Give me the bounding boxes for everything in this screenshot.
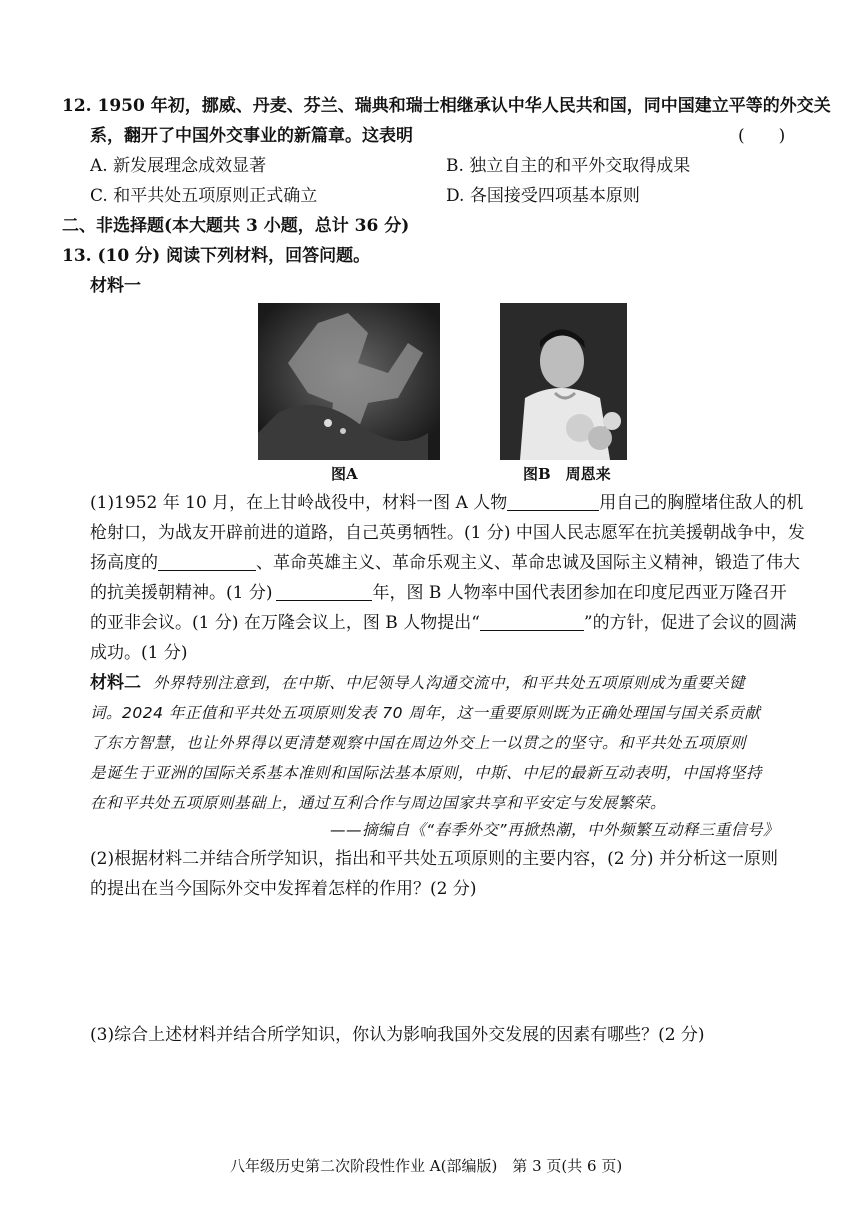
q13-1-line4-text-b: 年，图 B 人物率中国代表团参加在印度尼西亚万隆召开 — [372, 583, 787, 603]
q12-stem-line1: 12. 1950 年初，挪威、丹麦、芬兰、瑞典和瑞士相继承认中华人民共和国，同中国建立平等的外交关 — [62, 96, 831, 116]
q13-1-line4 — [90, 583, 787, 603]
q13-1-line5-text-b: ”的方针，促进了会议的圆满 — [583, 613, 797, 633]
material2-text-1: 外界特别注意到，在中斯、中尼领导人沟通交流中，和平共处五项原则成为重要关键 — [153, 674, 746, 692]
material1-label: 材料一 — [90, 276, 141, 296]
q13-2-line1: (2)根据材料二并结合所学知识，指出和平共处五项原则的主要内容，(2 分) 并分析这一原则 — [90, 849, 778, 869]
q13-1-line4-text-a: 的抗美援朝精神。(1 分) — [90, 583, 273, 603]
q13-1-line1-text-b: 用自己的胸膛堵住敌人的机 — [599, 493, 804, 513]
section-heading: 二、非选择题(本大题共 3 小题，总计 36 分) — [62, 216, 410, 236]
material2-line2: 词。2024 年正值和平共处五项原则发表 70 周年，这一重要原则既为正确处理国与国关系贡献 — [90, 704, 761, 722]
q13-1-line2: 枪射口，为战友开辟前进的道路，自己英勇牺牲。(1 分) 中国人民志愿军在抗美援朝战争中，发 — [90, 523, 805, 543]
material2-line4: 是诞生于亚洲的国际关系基本准则和国际法基本原则，中斯、中尼的最新互动表明，中国将坚持 — [90, 764, 763, 782]
figure-a-caption: 图A — [331, 465, 358, 483]
material2-line1 — [90, 673, 745, 693]
q12-option-b: B. 独立自主的和平外交取得成果 — [446, 156, 691, 176]
figure-a-photo — [258, 303, 440, 460]
figure-b-photo — [500, 303, 627, 460]
q13-1-line6: 成功。(1 分) — [90, 643, 188, 663]
q13-2-line2: 的提出在当今国际外交中发挥着怎样的作用？(2 分) — [90, 879, 477, 899]
answer-blank-3[interactable] — [276, 584, 372, 601]
material2-label: 材料二 — [90, 673, 141, 693]
q12-stem-line2: 系，翻开了中国外交事业的新篇章。这表明 — [90, 126, 413, 146]
q13-1-line3-text-b: 、革命英雄主义、革命乐观主义、革命忠诚及国际主义精神，锻造了伟大 — [256, 553, 800, 573]
answer-blank-2[interactable] — [158, 554, 256, 571]
q13-1-line3 — [90, 553, 800, 573]
answer-blank-4[interactable] — [480, 614, 584, 631]
page-footer: 八年级历史第二次阶段性作业 A(部编版) 第 3 页(共 6 页) — [230, 1157, 623, 1175]
q13-1-line5-text-a: 的亚非会议。(1 分) 在万隆会议上，图 B 人物提出“ — [90, 613, 480, 633]
q13-1-line1-text-a: (1)1952 年 10 月，在上甘岭战役中，材料一图 A 人物 — [90, 493, 508, 513]
answer-blank-1[interactable] — [507, 494, 599, 511]
q13-1-line5 — [90, 613, 797, 633]
q13-3: (3)综合上述材料并结合所学知识，你认为影响我国外交发展的因素有哪些？(2 分) — [90, 1025, 705, 1045]
q13-1-line1 — [90, 493, 803, 513]
q13-intro: 13. (10 分) 阅读下列材料，回答问题。 — [62, 246, 371, 266]
q12-option-a: A. 新发展理念成效显著 — [90, 156, 267, 176]
material2-source: ——摘编自《“春季外交”再掀热潮，中外频繁互动释三重信号》 — [330, 821, 780, 839]
q12-option-c: C. 和平共处五项原则正式确立 — [90, 186, 318, 206]
q12-answer-bracket: ( ) — [738, 126, 786, 146]
material2-line3: 了东方智慧，也让外界得以更清楚观察中国在周边外交上一以贯之的坚守。和平共处五项原则 — [90, 734, 747, 752]
material2-line5: 在和平共处五项原则基础上，通过互利合作与周边国家共享和平安定与发展繁荣。 — [90, 794, 667, 812]
figure-b-caption: 图B 周恩来 — [523, 465, 611, 483]
q13-1-line3-text-a: 扬高度的 — [90, 553, 158, 573]
q12-option-d: D. 各国接受四项基本原则 — [446, 186, 640, 206]
